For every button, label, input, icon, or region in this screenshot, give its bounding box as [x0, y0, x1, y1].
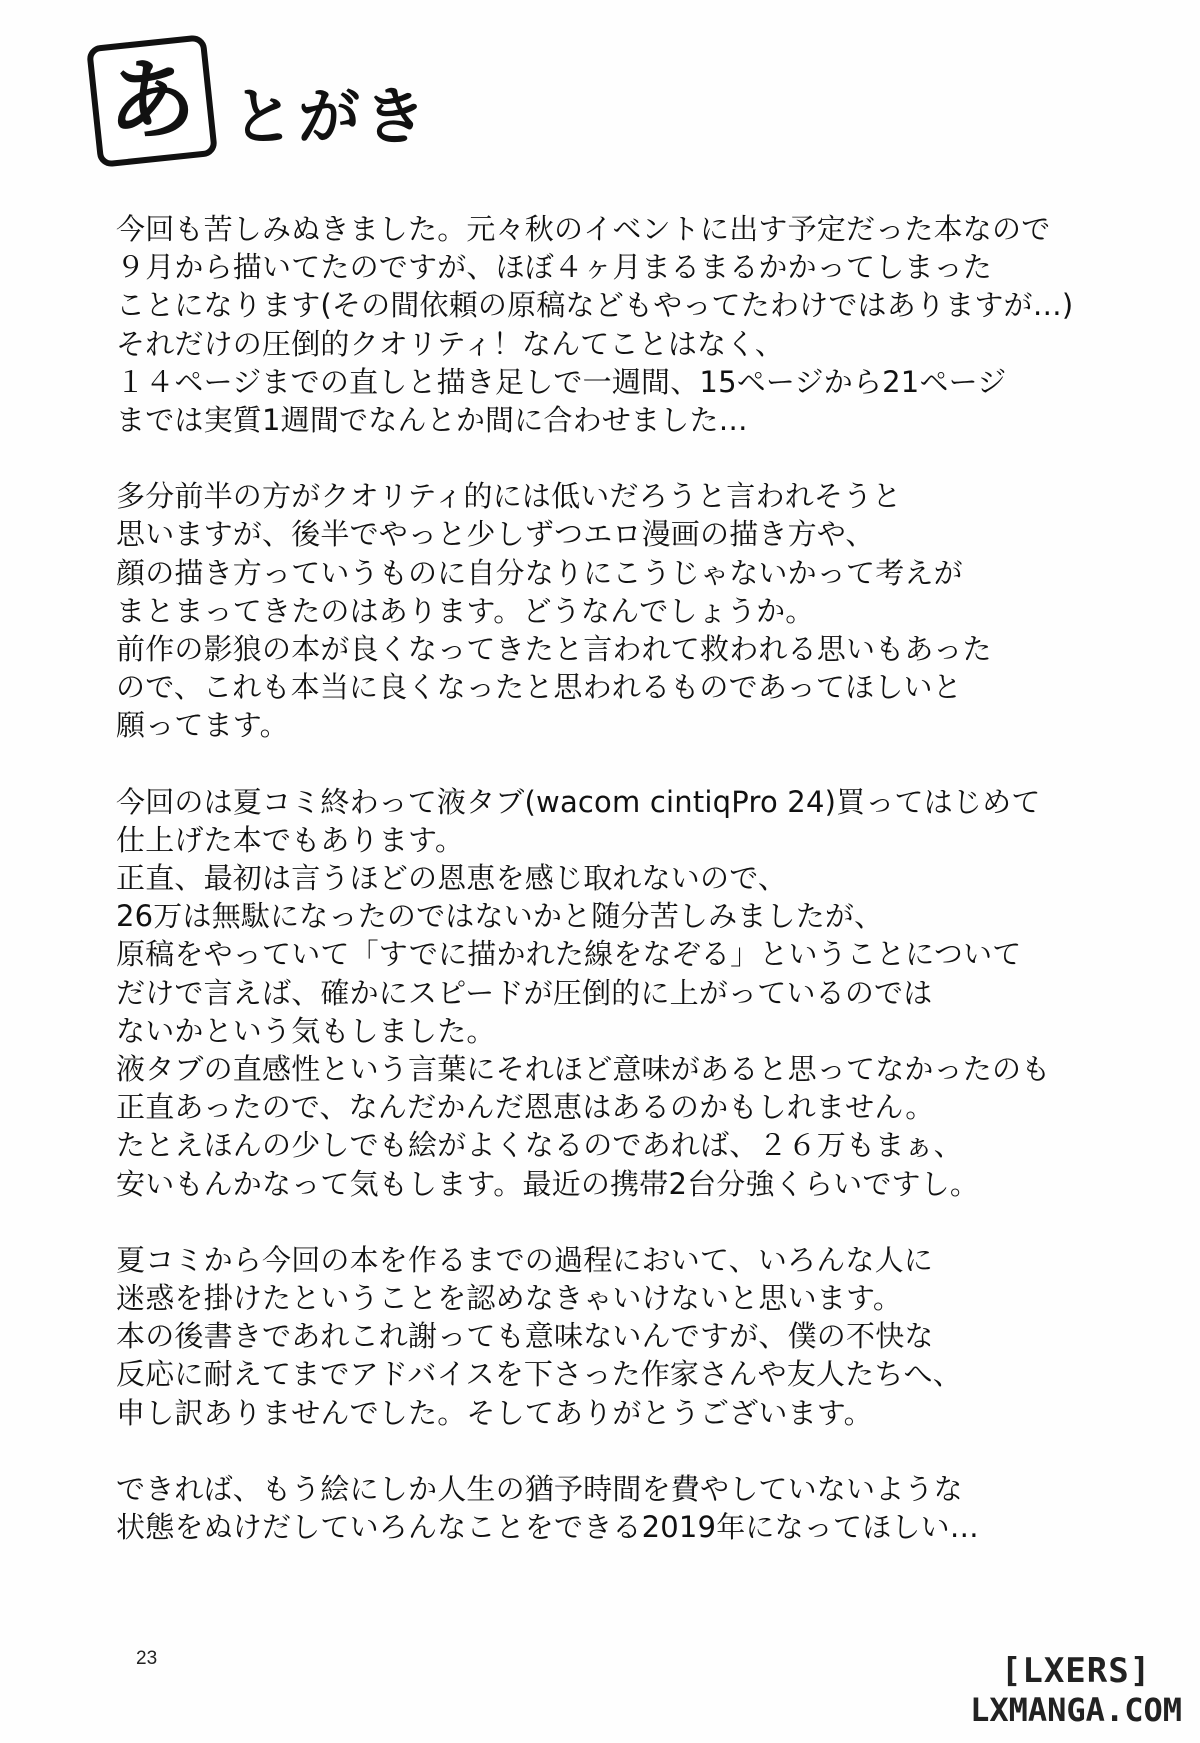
- text-line: まとまってきたのはあります。どうなんでしょうか。: [116, 593, 815, 628]
- text-line: １４ページまでの直しと描き足しで一週間、15ページから21ページ: [116, 364, 1007, 399]
- text-line: 正直、最初は言うほどの恩恵を感じ取れないので、: [116, 861, 788, 896]
- text-line: 願ってます。: [116, 708, 289, 743]
- text-line: ので、これも本当に良くなったと思われるものであってほしいと: [116, 670, 962, 705]
- watermark-logo: [970, 1651, 1182, 1729]
- title-text: とがき: [232, 80, 431, 153]
- text-line: ないかという気もしました。: [116, 1013, 496, 1048]
- text-line: それだけの圧倒的クオリティ！なんてことはなく、: [116, 326, 785, 361]
- watermark-top: [LXERS]: [1000, 1651, 1152, 1691]
- paragraph: [116, 1470, 1126, 1546]
- text-line: 仕上げた本でもあります。: [116, 822, 465, 857]
- text-line: だけで言えば、確かにスピードが圧倒的に上がっているのでは: [116, 975, 933, 1010]
- title-box: [86, 34, 218, 168]
- text-line: たとえほんの少しでも絵がよくなるのであれば、２６万もまぁ、: [116, 1128, 963, 1163]
- text-line: 液タブの直感性という言葉にそれほど意味があると思ってなかったのも: [116, 1052, 1051, 1087]
- text-line: ９月から描いてたのですが、ほぼ４ヶ月まるまるかかってしまった: [116, 250, 993, 285]
- text-line: 今回も苦しみぬきました。元々秋のイベントに出す予定だった本なので: [116, 212, 1051, 246]
- text-line: 前作の影狼の本が良くなってきたと言われて救われる思いもあった: [116, 632, 992, 667]
- text-line: までは実質1週間でなんとか間に合わせました…: [116, 403, 748, 438]
- text-line: 今回のは夏コミ終わって液タブ(wacom cintiqPro 24)買ってはじめて: [116, 784, 1041, 819]
- text-line: ことになります(その間依頼の原稿などもやってたわけではありますが…): [116, 288, 1074, 323]
- text-line: 本の後書きであれこれ謝っても意味ないんですが、僕の不快な: [116, 1319, 934, 1354]
- text-line: 顔の描き方っていうものに自分なりにこうじゃないかって考えが: [116, 555, 963, 590]
- paragraph: [116, 477, 1126, 744]
- text-line: 迷惑を掛けたということを認めなきゃいけないと思います。: [116, 1281, 903, 1316]
- text-line: 多分前半の方がクオリティ的には低いだろうと言われそうと: [116, 479, 902, 514]
- text-line: 正直あったので、なんだかんだ恩恵はあるのかもしれません。: [116, 1090, 935, 1125]
- paragraph: [116, 1241, 1126, 1432]
- afterword-body: [116, 210, 1126, 1584]
- text-line: 26万は無駄になったのではないかと随分苦しみましたが、: [116, 899, 884, 934]
- text-line: 思いますが、後半でやっと少しずつエロ漫画の描き方や、: [116, 517, 875, 552]
- watermark-bottom: LXMANGA.COM: [970, 1691, 1182, 1729]
- text-line: 安いもんかなって気もします。最近の携帯2台分強くらいですし。: [116, 1166, 980, 1201]
- paragraph: [116, 210, 1126, 439]
- text-line: 申し訳ありませんでした。そしてありがとうございます。: [116, 1395, 873, 1430]
- title-boxed-char: あ: [107, 49, 197, 153]
- text-line: 夏コミから今回の本を作るまでの過程において、いろんな人に: [116, 1242, 934, 1277]
- text-line: 反応に耐えてまでアドバイスを下さった作家さんや友人たちへ、: [116, 1357, 962, 1392]
- text-line: 状態をぬけだしていろんなことをできる2019年になってほしい…: [116, 1510, 980, 1545]
- text-line: 原稿をやっていて「すでに描かれた線をなぞる」ということについて: [116, 937, 1022, 972]
- page-number: 23: [136, 1648, 158, 1669]
- paragraph: [116, 783, 1126, 1203]
- text-line: できれば、もう絵にしか人生の猶予時間を費やしていないような: [116, 1471, 963, 1506]
